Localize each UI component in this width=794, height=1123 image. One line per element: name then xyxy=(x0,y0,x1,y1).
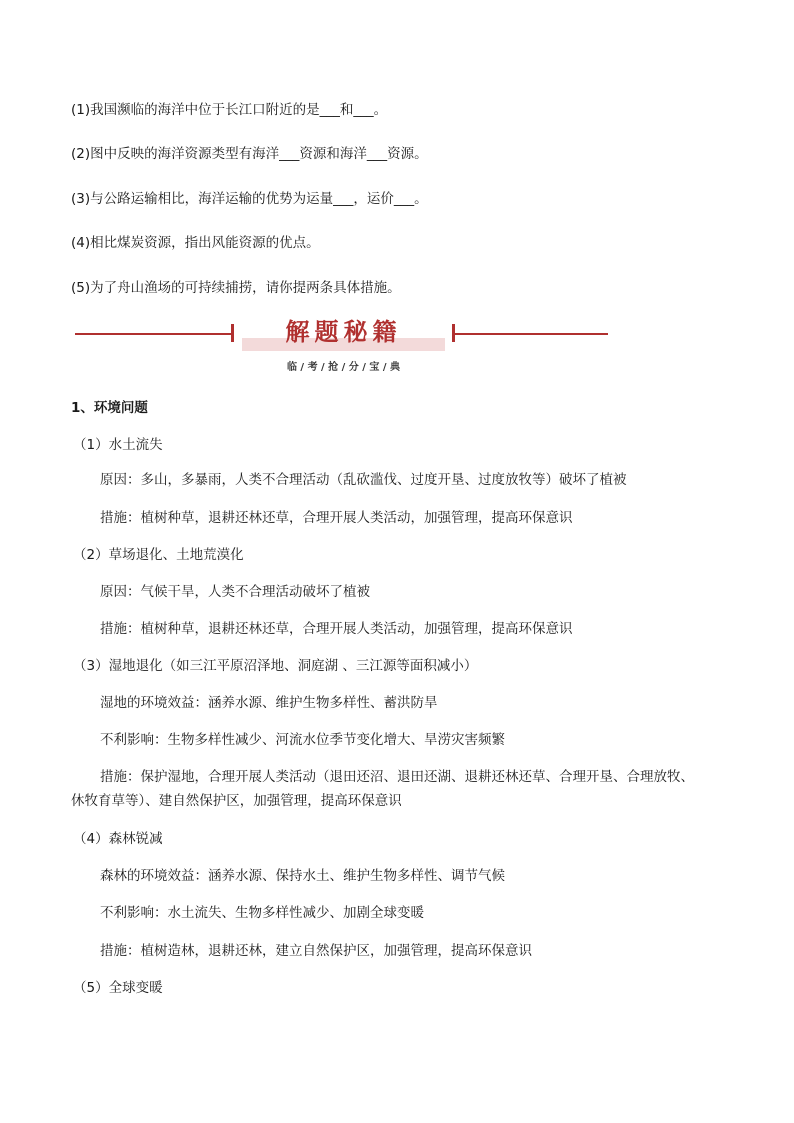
item-4-line-3: 措施：植树造林，退耕还林，建立自然保护区，加强管理，提高环保意识 xyxy=(100,943,532,959)
item-2-line-1: 原因：气候干旱，人类不合理活动破坏了植被 xyxy=(100,584,370,600)
banner-left-line xyxy=(75,333,231,335)
item-1-title: （1）水土流失 xyxy=(73,437,163,453)
section-heading: 1、环境问题 xyxy=(71,400,148,416)
item-4-line-2: 不利影响：水土流失、生物多样性减少、加剧全球变暖 xyxy=(100,905,424,921)
banner-title: 解题秘籍 xyxy=(285,318,402,346)
banner-right-line xyxy=(455,333,608,335)
question-4: (4)相比煤炭资源，指出风能资源的优点。 xyxy=(71,235,320,251)
item-3-line-3: 措施：保护湿地，合理开展人类活动（退田还沼、退田还湖、退耕还林还草、合理开垦、合理放牧、休牧育草等）、建自然保护区，加强管理，提高环保意识 xyxy=(71,769,694,809)
item-3-line-2: 不利影响：生物多样性减少、河流水位季节变化增大、旱涝灾害频繁 xyxy=(100,732,505,748)
item-4-title: （4）森林锐减 xyxy=(73,831,163,847)
question-2: (2)图中反映的海洋资源类型有海洋___资源和海洋___资源。 xyxy=(71,146,428,162)
question-1: (1)我国濒临的海洋中位于长江口附近的是___和___。 xyxy=(71,102,388,118)
question-3: (3)与公路运输相比，海洋运输的优势为运量___，运价___。 xyxy=(71,191,428,207)
item-3-line-1: 湿地的环境效益：涵养水源、维护生物多样性、蓄洪防旱 xyxy=(100,695,438,711)
question-5: (5)为了舟山渔场的可持续捕捞，请你提两条具体措施。 xyxy=(71,280,401,296)
item-1-line-2: 措施：植树种草，退耕还林还草，合理开展人类活动，加强管理，提高环保意识 xyxy=(100,510,573,526)
item-1-line-1: 原因：多山，多暴雨，人类不合理活动（乱砍滥伐、过度开垦、过度放牧等）破坏了植被 xyxy=(100,472,627,488)
banner-subtitle: 临 / 考 / 抢 / 分 / 宝 / 典 xyxy=(286,362,401,373)
item-2-line-2: 措施：植树种草，退耕还林还草，合理开展人类活动，加强管理，提高环保意识 xyxy=(100,621,573,637)
item-4-line-1: 森林的环境效益：涵养水源、保持水土、维护生物多样性、调节气候 xyxy=(100,868,505,884)
item-2-title: （2）草场退化、土地荒漠化 xyxy=(73,547,244,563)
item-3-title: （3）湿地退化（如三江平原沼泽地、洞庭湖 、三江源等面积减小） xyxy=(73,658,478,674)
banner-left-tick xyxy=(231,324,234,342)
item-5-title: （5）全球变暖 xyxy=(73,980,163,996)
